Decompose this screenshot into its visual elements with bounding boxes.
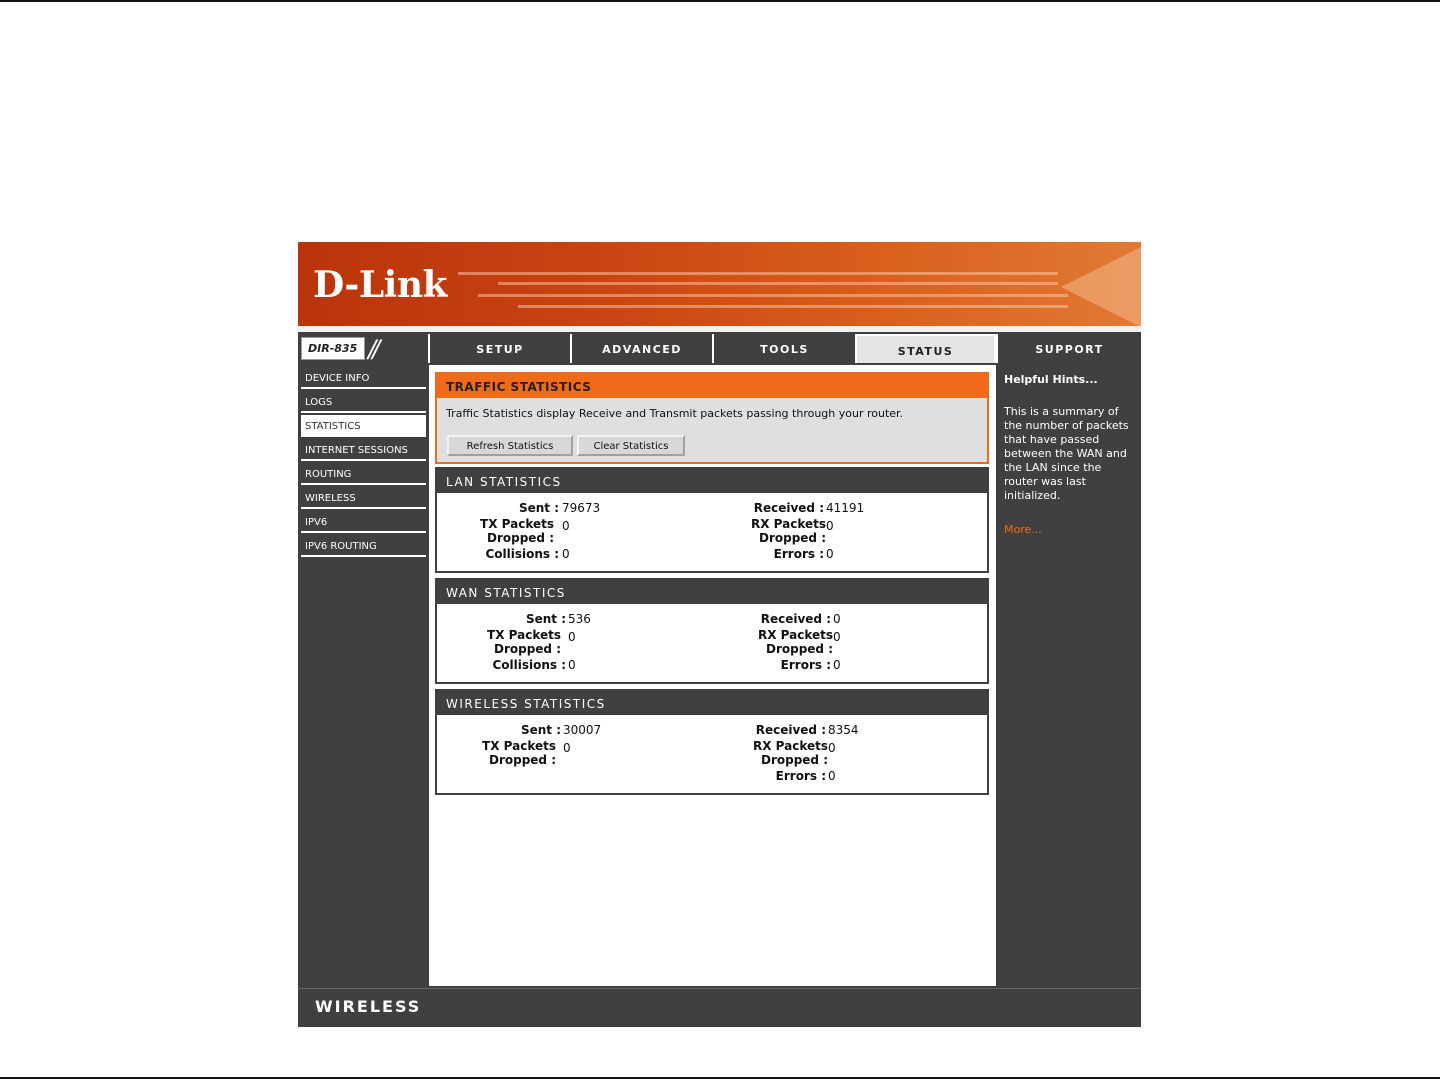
clear-statistics-button[interactable]: Clear Statistics bbox=[577, 435, 685, 456]
wan-tx-label-2: Dropped : bbox=[493, 642, 561, 656]
lan-statistics-title: LAN STATISTICS bbox=[437, 469, 987, 493]
wan-collisions-label: Collisions : bbox=[492, 658, 566, 672]
lan-collisions-value: 0 bbox=[562, 547, 570, 561]
wireless-sent-label: Sent : bbox=[520, 723, 561, 737]
top-nav bbox=[298, 334, 1141, 364]
lan-received-value: 41191 bbox=[826, 501, 865, 515]
wireless-rx-label-2: Dropped : bbox=[760, 753, 828, 767]
page-bottom-rule bbox=[0, 1077, 1440, 1079]
lan-sent-value: 79673 bbox=[562, 501, 601, 515]
wan-rx-label-2: Dropped : bbox=[765, 642, 833, 656]
wan-statistics-title: WAN STATISTICS bbox=[437, 580, 987, 604]
wan-rx-label-1: RX Packets bbox=[757, 628, 833, 642]
wireless-rx-dropped-value: 0 bbox=[828, 741, 836, 755]
sidebar-item-statistics[interactable]: STATISTICS bbox=[301, 415, 426, 437]
lan-errors-value: 0 bbox=[826, 547, 834, 561]
lan-errors-label: Errors : bbox=[773, 547, 824, 561]
lan-collisions-label: Collisions : bbox=[485, 547, 559, 561]
sidebar-item-device-info[interactable]: DEVICE INFO bbox=[301, 367, 426, 389]
sidebar bbox=[298, 365, 428, 986]
header-banner bbox=[298, 242, 1141, 332]
lan-tx-label-2: Dropped : bbox=[486, 531, 554, 545]
tab-tools[interactable]: TOOLS bbox=[712, 334, 855, 363]
main-content bbox=[429, 365, 996, 986]
lan-rx-label-2: Dropped : bbox=[758, 531, 826, 545]
lan-rx-dropped-value: 0 bbox=[826, 519, 834, 533]
lan-sent-label: Sent : bbox=[518, 501, 559, 515]
wireless-tx-label-2: Dropped : bbox=[488, 753, 556, 767]
helpful-hints-panel bbox=[998, 365, 1141, 986]
lan-rx-label-1: RX Packets bbox=[750, 517, 826, 531]
slash-decoration: // bbox=[368, 335, 377, 363]
lan-statistics-panel bbox=[435, 467, 989, 573]
page-top-rule bbox=[0, 0, 1440, 2]
refresh-statistics-button[interactable]: Refresh Statistics bbox=[447, 435, 573, 456]
hints-more-link[interactable]: More... bbox=[1004, 523, 1042, 536]
lan-tx-label-1: TX Packets bbox=[480, 517, 554, 531]
wan-tx-label-1: TX Packets bbox=[487, 628, 561, 642]
wan-received-label: Received : bbox=[760, 612, 831, 626]
model-badge: DIR-835 bbox=[301, 337, 365, 360]
tab-advanced[interactable]: ADVANCED bbox=[570, 334, 712, 363]
wireless-statistics-panel bbox=[435, 689, 989, 795]
footer-bar bbox=[298, 988, 1141, 1027]
traffic-statistics-panel bbox=[435, 372, 989, 464]
wan-errors-label: Errors : bbox=[780, 658, 831, 672]
tab-status[interactable]: STATUS bbox=[855, 334, 996, 363]
hints-text: This is a summary of the number of packets that have passed between the WAN and the LAN since the router was last initialized. bbox=[1004, 405, 1129, 502]
wan-rx-dropped-value: 0 bbox=[833, 630, 841, 644]
wan-statistics-panel bbox=[435, 578, 989, 684]
sidebar-item-logs[interactable]: LOGS bbox=[301, 391, 426, 413]
wireless-tx-label-1: TX Packets bbox=[482, 739, 556, 753]
tab-support[interactable]: SUPPORT bbox=[996, 334, 1141, 363]
traffic-statistics-title: TRAFFIC STATISTICS bbox=[437, 374, 987, 398]
wireless-sent-value: 30007 bbox=[563, 723, 602, 737]
sidebar-item-wireless[interactable]: WIRELESS bbox=[301, 487, 426, 509]
sidebar-item-ipv6[interactable]: IPV6 bbox=[301, 511, 426, 533]
sidebar-item-ipv6-routing[interactable]: IPV6 ROUTING bbox=[301, 535, 426, 557]
wireless-tx-dropped-value: 0 bbox=[563, 741, 571, 755]
wan-received-value: 0 bbox=[833, 612, 841, 626]
sidebar-item-internet-sessions[interactable]: INTERNET SESSIONS bbox=[301, 439, 426, 461]
lan-tx-dropped-value: 0 bbox=[562, 519, 570, 533]
tab-setup[interactable]: SETUP bbox=[428, 334, 570, 363]
wireless-errors-value: 0 bbox=[828, 769, 836, 783]
dlink-logo: D-Link bbox=[313, 264, 447, 306]
wan-tx-dropped-value: 0 bbox=[568, 630, 576, 644]
router-admin-window bbox=[298, 242, 1141, 1027]
footer-wireless-label: WIRELESS bbox=[315, 997, 422, 1016]
wan-sent-value: 536 bbox=[568, 612, 591, 626]
sidebar-item-routing[interactable]: ROUTING bbox=[301, 463, 426, 485]
wan-errors-value: 0 bbox=[833, 658, 841, 672]
wireless-received-label: Received : bbox=[755, 723, 826, 737]
wireless-received-value: 8354 bbox=[828, 723, 859, 737]
hints-title: Helpful Hints... bbox=[1004, 373, 1098, 386]
lan-received-label: Received : bbox=[753, 501, 824, 515]
wireless-statistics-title: WIRELESS STATISTICS bbox=[437, 691, 987, 715]
wireless-rx-label-1: RX Packets bbox=[752, 739, 828, 753]
traffic-description: Traffic Statistics display Receive and Transmit packets passing through your router. bbox=[446, 407, 904, 420]
wan-sent-label: Sent : bbox=[525, 612, 566, 626]
wireless-errors-label: Errors : bbox=[775, 769, 826, 783]
wan-collisions-value: 0 bbox=[568, 658, 576, 672]
